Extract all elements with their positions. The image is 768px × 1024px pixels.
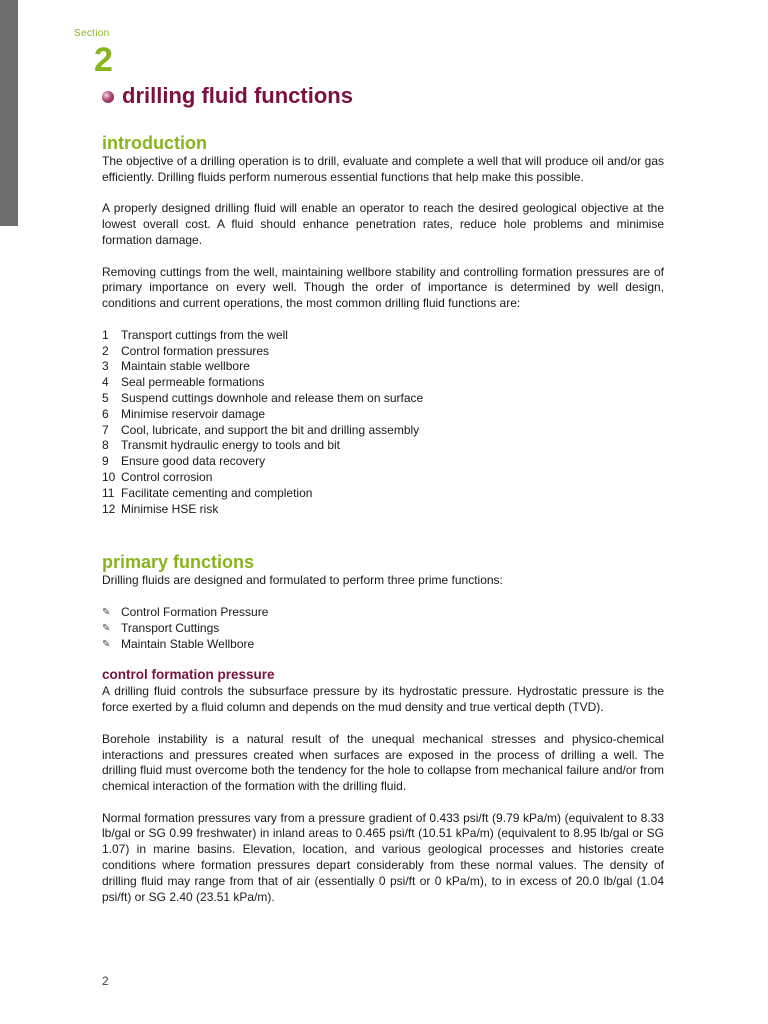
control-paragraph-1: A drilling fluid controls the subsurface pressure by its hydrostatic pressure. Hydrostatic pressure is the force exerted by a fluid column and depends on the mud density and true vertical depth (TVD).: [102, 684, 664, 715]
list-item: 8 Transmit hydraulic energy to tools and bit: [102, 438, 340, 453]
side-tab: [0, 0, 18, 226]
list-item: 12 Minimise HSE risk: [102, 501, 219, 516]
list-item: 7 Cool, lubricate, and support the bit and drilling assembly: [102, 422, 420, 437]
page-title-row: [102, 82, 353, 110]
pencil-bullet-icon: ✎: [102, 638, 111, 650]
introduction-heading: introduction: [102, 133, 207, 153]
intro-paragraph-2: A properly designed drilling fluid will enable an operator to reach the desired geological objective at the lowest overall cost. A fluid should enhance penetration rates, reduce hole problems and minimise formation damage.: [102, 201, 664, 247]
list-item: ✎ Control Formation Pressure: [102, 604, 269, 619]
list-item: 6 Minimise reservoir damage: [102, 406, 266, 421]
list-item: 10 Control corrosion: [102, 469, 213, 484]
control-paragraph-3: Normal formation pressures vary from a pressure gradient of 0.433 psi/ft (9.79 kPa/m) (equivalent to 8.33 lb/gal or SG 0.99 freshwater) in inland areas to 0.465 psi/ft (10.51 kPa/m) (equivalent to 8.95 lb/gal or SG 1.07) in marine basins. Elevation, location, and various geological processes and histories create conditions where formation pressures depart considerably from these normal values. The density of drilling fluid may range from that of air (essentially 0 psi/ft or 0 kPa/m), to in excess of 20.0 lb/gal (1.04 psi/ft) or SG 2.40 (23.51 kPa/m).: [102, 810, 664, 904]
list-item: ✎ Maintain Stable Wellbore: [102, 636, 255, 651]
control-formation-pressure-heading: control formation pressure: [102, 667, 275, 683]
list-item: 9 Ensure good data recovery: [102, 454, 266, 469]
list-item: 11 Facilitate cementing and completion: [102, 485, 313, 500]
primary-intro: Drilling fluids are designed and formulated to perform three prime functions:: [102, 573, 503, 588]
page-title: drilling fluid functions: [122, 83, 353, 108]
page-content: [102, 132, 664, 905]
pencil-bullet-icon: ✎: [102, 606, 111, 618]
list-item: 3 Maintain stable wellbore: [102, 359, 250, 374]
list-item: 1 Transport cuttings from the well: [102, 327, 288, 342]
page-number: 2: [102, 974, 109, 988]
list-item: 2 Control formation pressures: [102, 343, 270, 358]
list-item: 4 Seal permeable formations: [102, 375, 265, 390]
list-item: 5 Suspend cuttings downhole and release them on surface: [102, 390, 424, 405]
primary-functions-list: [102, 605, 664, 652]
section-number: 2: [94, 41, 113, 79]
section-label: Section: [74, 28, 110, 39]
control-paragraph-2: Borehole instability is a natural result of the unequal mechanical stresses and physico-chemical interactions and pressures created when surfaces are exposed in the process of drilling a well. The drilling fluid must overcome both the tendency for the hole to collapse from mechanical failure and/or from chemical interaction of the formation with the drilling fluid.: [102, 731, 664, 794]
intro-paragraph-1: The objective of a drilling operation is to drill, evaluate and complete a well that will produce oil and/or gas efficiently. Drilling fluids perform numerous essential functions that help make this possible.: [102, 154, 664, 184]
list-item: ✎ Transport Cuttings: [102, 620, 220, 635]
sphere-bullet-icon: [102, 91, 114, 103]
pencil-bullet-icon: ✎: [102, 622, 111, 634]
primary-functions-heading: primary functions: [102, 552, 255, 573]
intro-paragraph-3: Removing cuttings from the well, maintaining wellbore stability and controlling formation pressures are of primary importance on every well. Though the order of importance is determined by well design, conditions and current operations, the most common drilling fluid functions are:: [102, 264, 664, 311]
functions-list: [102, 328, 664, 518]
